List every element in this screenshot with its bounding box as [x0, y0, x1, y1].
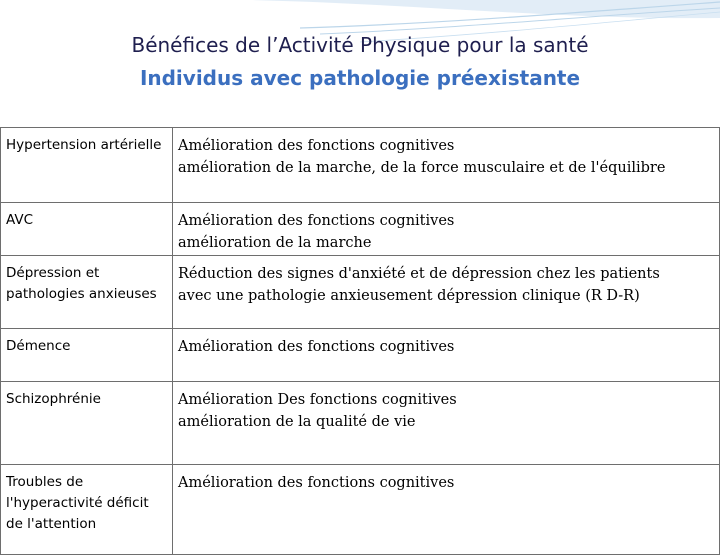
table-row	[1, 203, 720, 256]
page-subtitle: Individus avec pathologie préexistante	[139, 66, 581, 90]
benefit-line: amélioration de la marche	[178, 235, 372, 251]
benefit-line: Amélioration Des fonctions cognitives	[178, 392, 457, 408]
condition-cell: Démence	[1, 329, 173, 382]
condition-cell: Hypertension artérielle	[1, 128, 173, 203]
benefit-line: Amélioration des fonctions cognitives	[178, 339, 455, 355]
benefit-cell	[173, 128, 720, 203]
benefit-line: avec une pathologie anxieusement dépression clinique (R D-R)	[178, 288, 640, 304]
benefit-line: Amélioration des fonctions cognitives	[178, 213, 455, 229]
table-row	[1, 382, 720, 465]
benefit-line: amélioration de la marche, de la force musculaire et de l'équilibre	[178, 160, 666, 176]
condition-cell: Dépression et pathologies anxieuses	[1, 256, 173, 329]
table-row	[1, 128, 720, 203]
condition-cell: Troubles de l'hyperactivité déficit de l'attention	[1, 465, 173, 555]
benefits-table	[0, 127, 720, 555]
benefit-cell	[173, 329, 720, 382]
benefit-cell	[173, 465, 720, 555]
condition-cell: AVC	[1, 203, 173, 256]
table-row	[1, 465, 720, 555]
table-row	[1, 256, 720, 329]
page-title: Bénéfices de l’Activité Physique pour la santé	[131, 33, 589, 57]
table-row	[1, 329, 720, 382]
benefit-line: amélioration de la qualité de vie	[178, 414, 416, 430]
benefit-line: Amélioration des fonctions cognitives	[178, 138, 455, 154]
benefit-cell	[173, 382, 720, 465]
condition-cell: Schizophrénie	[1, 382, 173, 465]
benefit-line: Réduction des signes d'anxiété et de dépression chez les patients	[178, 266, 660, 282]
benefit-line: Amélioration des fonctions cognitives	[178, 475, 455, 491]
benefit-cell	[173, 256, 720, 329]
benefit-cell	[173, 203, 720, 256]
